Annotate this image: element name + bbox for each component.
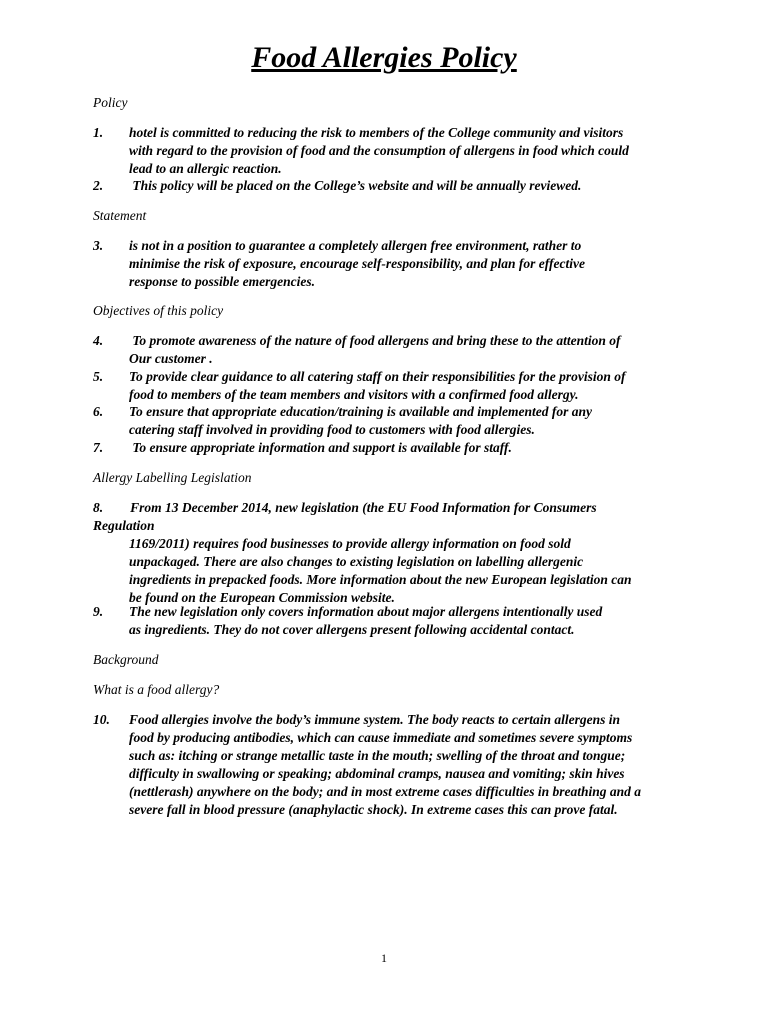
paragraph-line: response to possible emergencies. xyxy=(129,274,315,289)
section-heading-statement: Statement xyxy=(93,208,147,223)
paragraph-line: be found on the European Commission website. xyxy=(129,590,395,605)
page-number: 1 xyxy=(381,951,387,965)
paragraph-number: 5. xyxy=(93,369,104,384)
paragraph-9 xyxy=(93,603,683,639)
paragraph-10 xyxy=(93,711,683,819)
paragraph-line: such as: itching or strange metallic taste in the mouth; swelling of the throat and tongue; xyxy=(129,748,626,763)
paragraph-line: is not in a position to guarantee a completely allergen free environment, rather to xyxy=(129,238,582,253)
paragraph-number: 3. xyxy=(93,238,104,253)
paragraph-line: This policy will be placed on the College’s website and will be annually reviewed. xyxy=(129,178,582,193)
paragraph-5 xyxy=(93,368,683,404)
paragraph-number: 7. xyxy=(93,440,104,455)
page-title: Food Allergies Policy xyxy=(251,41,517,74)
section-heading-policy: Policy xyxy=(93,95,128,110)
paragraph-number: 6. xyxy=(93,404,104,419)
section-heading-labelling: Allergy Labelling Legislation xyxy=(93,470,252,485)
paragraph-8 xyxy=(93,499,683,607)
paragraph-number: 10. xyxy=(93,712,110,727)
section-heading-objectives: Objectives of this policy xyxy=(93,303,224,318)
paragraph-line: with regard to the provision of food and the consumption of allergens in food which could xyxy=(129,143,629,158)
paragraph-number: 4. xyxy=(93,333,104,348)
section-heading-what-is: What is a food allergy? xyxy=(93,682,220,697)
paragraph-1 xyxy=(93,124,683,178)
paragraph-line: To ensure that appropriate education/training is available and implemented for any xyxy=(129,404,593,419)
paragraph-6 xyxy=(93,403,683,439)
paragraph-line: 1169/2011) requires food businesses to provide allergy information on food sold xyxy=(129,536,571,551)
paragraph-line: Food allergies involve the body’s immune system. The body reacts to certain allergens in xyxy=(129,712,620,727)
paragraph-line: difficulty in swallowing or speaking; abdominal cramps, nausea and vomiting; skin hives xyxy=(129,766,625,781)
paragraph-3 xyxy=(93,237,683,291)
paragraph-line: minimise the risk of exposure, encourage self-responsibility, and plan for effective xyxy=(129,256,585,271)
section-heading-background: Background xyxy=(93,652,159,667)
paragraph-line: hotel is committed to reducing the risk to members of the College community and visitors xyxy=(129,125,624,140)
paragraph-number: 9. xyxy=(93,604,104,619)
paragraph-2 xyxy=(93,177,683,195)
paragraph-line: Our customer . xyxy=(129,351,213,366)
paragraph-line: To ensure appropriate information and support is available for staff. xyxy=(129,440,512,455)
paragraph-4 xyxy=(93,332,683,368)
paragraph-line: To promote awareness of the nature of food allergens and bring these to the attention of xyxy=(129,333,621,348)
paragraph-line: unpackaged. There are also changes to existing legislation on labelling allergenic xyxy=(129,554,584,569)
paragraph-line: severe fall in blood pressure (anaphylactic shock). In extreme cases this can prove fatal. xyxy=(129,802,618,817)
paragraph-number: 1. xyxy=(93,125,104,140)
paragraph-number: 2. xyxy=(93,178,104,193)
paragraph-line: ingredients in prepacked foods. More information about the new European legislation can xyxy=(129,572,632,587)
paragraph-line: food by producing antibodies, which can cause immediate and sometimes severe symptoms xyxy=(129,730,633,745)
paragraph-7 xyxy=(93,439,683,457)
paragraph-line: (nettlerash) anywhere on the body; and in most extreme cases difficulties in breathing and a xyxy=(129,784,642,799)
paragraph-line: catering staff involved in providing food to customers with food allergies. xyxy=(129,422,535,437)
paragraph-line: The new legislation only covers information about major allergens intentionally used xyxy=(129,604,603,619)
paragraph-line: To provide clear guidance to all catering staff on their responsibilities for the provision of xyxy=(129,369,626,384)
paragraph-line: 8. From 13 December 2014, new legislation (the EU Food Information for Consumers xyxy=(93,500,597,515)
paragraph-line: as ingredients. They do not cover allergens present following accidental contact. xyxy=(129,622,575,637)
paragraph-line: lead to an allergic reaction. xyxy=(129,161,282,176)
paragraph-line: food to members of the team members and visitors with a confirmed food allergy. xyxy=(129,387,579,402)
paragraph-line: Regulation xyxy=(93,518,155,533)
